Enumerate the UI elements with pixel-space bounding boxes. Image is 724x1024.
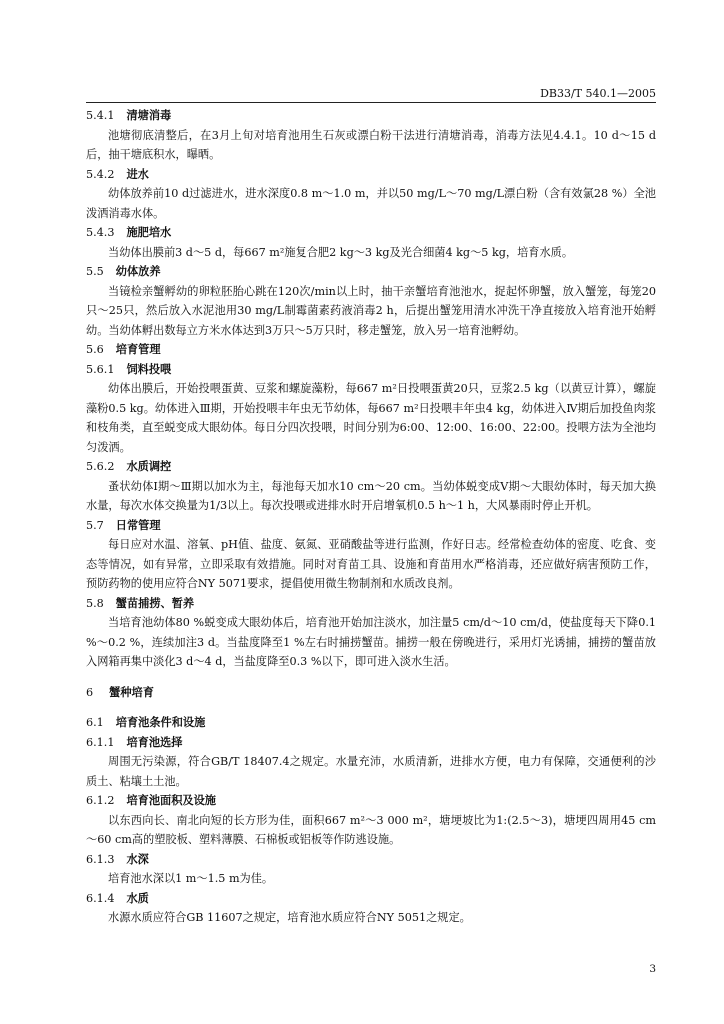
- body-paragraph: 以东西向长、南北向短的长方形为佳，面积667 m²～3 000 m²，塘埂坡比为1:(2.5～3)，塘埂四周用45 cm～60 cm高的塑胶板、塑料薄膜、石棉板或铝板等作防逃设施。: [86, 813, 656, 846]
- body-paragraph: 幼体出膜后，开始投喂蛋黄、豆浆和螺旋藻粉，每667 m²日投喂蛋黄20只，豆浆2.5 kg（以黄豆计算），螺旋藻粉0.5 kg。幼体进入Ⅲ期，开始投喂丰年虫无节幼体，每667 m²日投喂丰年虫4 kg，幼体进入Ⅳ期后加投鱼肉浆和枝角类，直至蜕变成大眼幼体。每日分四次投喂，时间分别为6:00、12:00、16:00、22:00。投喂方法为全池均匀泼洒。: [86, 382, 656, 454]
- section-heading: [86, 733, 656, 753]
- body-paragraph: 培育池水深以1 m～1.5 m为佳。: [108, 872, 274, 885]
- section-heading: [86, 360, 656, 380]
- page-number: 3: [649, 963, 656, 975]
- section-title: 培育池条件和设施: [115, 715, 206, 729]
- section-heading: [86, 457, 656, 477]
- body-paragraph: 水源水质应符合GB 11607之规定，培育池水质应符合NY 5051之规定。: [108, 911, 471, 924]
- section-heading: [86, 223, 656, 243]
- section-heading: [86, 516, 656, 536]
- section-heading: [86, 262, 656, 282]
- section-number: 5.4.2: [86, 167, 115, 181]
- body-paragraph: 周围无污染源，符合GB/T 18407.4之规定。水量充沛，水质清新，进排水方便，电力有保障，交通便利的沙质土、粘壤土土池。: [86, 755, 656, 788]
- section-number: 6.1.4: [86, 891, 115, 905]
- section-title: 水深: [126, 851, 149, 866]
- section-gap: [86, 702, 656, 713]
- body-paragraph: 当镜检亲蟹孵幼的卵粒胚胎心跳在120次/min以上时，抽干亲蟹培育池池水，捉起怀卵蟹，放入蟹笼，每笼20只～25只，然后放入水泥池用30 mg/L制霉菌素药液消毒2 h，后提出蟹笼用清水冲洗干净直接放入培育池开始孵幼。当幼体孵出数每立方米水体达到3万只～5万只时，移走蟹笼，放入另一培育池孵幼。: [86, 284, 656, 337]
- section-number: 5.4.1: [86, 109, 115, 122]
- section-title: 施肥培水: [126, 225, 172, 239]
- body-paragraph: 幼体放养前10 d过滤进水，进水深度0.8 m～1.0 m，并以50 mg/L～70 mg/L漂白粉（含有效氯28 %）全池泼洒消毒水体。: [86, 187, 656, 220]
- section-number: 6.1: [86, 716, 104, 729]
- body-paragraph: 蚤状幼体Ⅰ期～Ⅲ期以加水为主，每池每天加水10 cm～20 cm。当幼体蜕变成Ⅴ期～大眼幼体时，每天加大换水量，每次水体交换量为1/3以上。每次投喂或进排水时开启增氧机0.5 h～1 h，大风暴雨时停止开机。: [86, 479, 656, 512]
- section-number: 6.1.3: [86, 852, 115, 866]
- body-paragraph: 每日应对水温、溶氧、pH值、盐度、氨氮、亚硝酸盐等进行监测，作好日志。经常检查幼体的密度、吃食、变态等情况，如有异常，立即采取有效措施。同时对育苗工具、设施和育苗用水严格消毒，还应做好病害预防工作，预防药物的使用应符合NY 5071要求，提倡使用微生物制剂和水质改良剂。: [86, 538, 656, 590]
- section-heading: [86, 791, 656, 811]
- section-heading: [86, 106, 656, 126]
- section-number: 5.5: [86, 265, 104, 278]
- section-heading: [86, 713, 656, 733]
- section-title: 水质: [126, 890, 149, 905]
- section-number: 6.1.1: [86, 735, 115, 749]
- section-number: 6.1.2: [86, 794, 115, 807]
- section-title: 幼体放养: [115, 264, 161, 278]
- section-gap: [86, 672, 656, 683]
- section-title: 培育池面积及设施: [126, 793, 216, 807]
- section-heading: [86, 850, 656, 870]
- section-title: 进水: [126, 166, 149, 181]
- section-heading: [86, 594, 656, 614]
- section-heading: [86, 165, 656, 185]
- section-number: 6: [86, 685, 94, 699]
- section-number: 5.7: [86, 518, 104, 532]
- section-title: 培育管理: [115, 342, 161, 356]
- body-paragraph: 当培育池幼体80 %蜕变成大眼幼体后，培育池开始加注淡水，加注量5 cm/d～10 cm/d，使盐度每天下降0.1 %～0.2 %，连续加注3 d。当盐度降至1 %左右时捕捞蟹苗。捕捞一般在傍晚进行，采用灯光诱捕，捕捞的蟹苗放入网箱再集中淡化3 d～4 d，当盐度降至0.3 %以下，即可进入淡水生活。: [86, 616, 656, 668]
- section-number: 5.4.3: [86, 226, 115, 239]
- section-title: 蟹种培育: [109, 684, 154, 699]
- body-paragraph: 池塘彻底清整后，在3月上旬对培育池用生石灰或漂白粉干法进行清塘消毒，消毒方法见4.4.1。10 d～15 d后，抽干塘底积水，曝晒。: [86, 128, 656, 161]
- section-title: 清塘消毒: [126, 108, 172, 122]
- section-title: 水质调控: [126, 459, 172, 473]
- section-number: 5.8: [86, 596, 104, 610]
- document-body: [86, 106, 656, 928]
- section-heading: [86, 340, 656, 360]
- header-rule: [86, 102, 656, 103]
- section-title: 蟹苗捕捞、暂养: [115, 595, 195, 610]
- section-number: 5.6.2: [86, 460, 115, 473]
- body-paragraph: 当幼体出膜前3 d～5 d，每667 m²施复合肥2 kg～3 kg及光合细菌4 kg～5 kg，培育水质。: [108, 245, 574, 259]
- section-number: 5.6.1: [86, 362, 115, 376]
- section-title: 培育池选择: [126, 734, 183, 749]
- section-number: 5.6: [86, 343, 104, 356]
- section-heading: [86, 683, 656, 703]
- section-title: 日常管理: [115, 517, 161, 532]
- section-title: 饲料投喂: [126, 361, 172, 376]
- document-id: DB33/T 540.1—2005: [540, 87, 656, 100]
- section-heading: [86, 889, 656, 909]
